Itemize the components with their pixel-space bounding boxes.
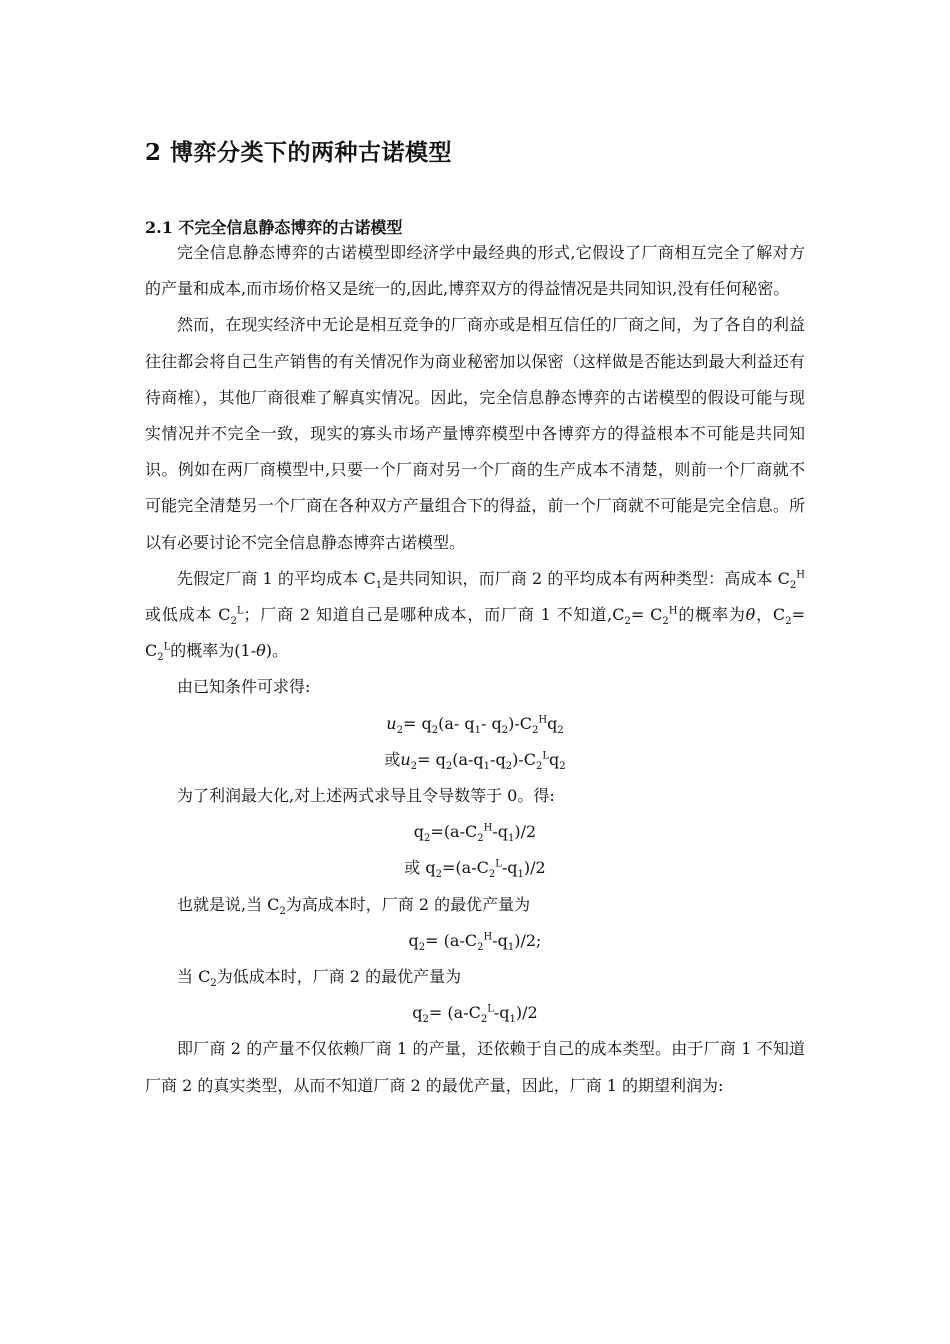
paragraph-6: 也就是说,当 $C_2$为高成本时，厂商 2 的最优产量为 [177, 894, 531, 917]
equation-profit-low: 或$u_2= q_2(a-q_1-q_2)-C_2^Lq_2$ [384, 749, 566, 773]
document-body [145, 235, 805, 1104]
paragraph-7: 当 $C_2$为低成本时，厂商 2 的最优产量为 [177, 967, 462, 990]
equation-output-low: 或 $q_2=(a-C_2^L-q_1)/2$ [404, 858, 546, 881]
section-heading: 2.1 不完全信息静态博弈的古诺模型 [145, 218, 403, 237]
equation-profit-high: $u_2= q_2(a-$ $q_1-$ $q_2)-C_2^Hq_2$ [386, 713, 564, 736]
equation-output-high: $q_2=(a-C_2^H-q_1)/2$ [413, 822, 537, 845]
equation-optimal-high: $q_2= (a-C_2^H-q_1)/2$; [408, 930, 542, 954]
paragraph-8: 即厂商 2 的产量不仅依赖厂商 1 的产量，还依赖于自己的成本类型。由于厂商 1 不知道厂商 2 的真实类型，从而不知道厂商 2 的最优产量，因此，厂商 1 的期望利润为: [145, 1039, 805, 1095]
paragraph-3: 先假定厂商 1 的平均成本 $C_1$是共同知识，而厂商 2 的平均成本有两种类型：高成本 $C_2^H$或低成本 $C_2^L$；厂商 2 知道自己是哪种成本，而厂商 1 不知道$,C_2= C_2^H$的概率为θ，$C_2= C_2^L$的概率为(1-θ)。 [145, 568, 805, 664]
paragraph-1: 完全信息静态博弈的古诺模型即经济学中最经典的形式,它假设了厂商相互完全了解对方的产量和成本,而市场价格又是统一的,因此,博弈双方的得益情况是共同知识,没有任何秘密。 [145, 243, 805, 299]
paragraph-2: 然而，在现实经济中无论是相互竞争的厂商亦或是相互信任的厂商之间，为了各自的利益往往都会将自己生产销售的有关情况作为商业秘密加以保密（这样做是否能达到最大利益还有待商榷），其他厂商很难了解真实情况。因此，完全信息静态博弈的古诺模型的假设可能与现实情况并不完全一致，现实的寡头市场产量博弈模型中各博弈方的得益根本不可能是共同知识。例如在两厂商模型中,只要一个厂商对另一个厂商的生产成本不清楚，则前一个厂商就不可能完全清楚另一个厂商在各种双方产量组合下的得益，前一个厂商就不可能是完全信息。所以有必要讨论不完全信息静态博弈古诺模型。 [145, 315, 805, 552]
equation-optimal-low: $q_2= (a-C_2^L-q_1)/2$ [412, 1003, 538, 1026]
paragraph-5: 为了利润最大化,对上述两式求导且令导数等于 0。得: [177, 786, 555, 806]
chapter-title: 2 博弈分类下的两种古诺模型 [145, 139, 453, 166]
paragraph-4: 由已知条件可求得: [177, 677, 311, 697]
